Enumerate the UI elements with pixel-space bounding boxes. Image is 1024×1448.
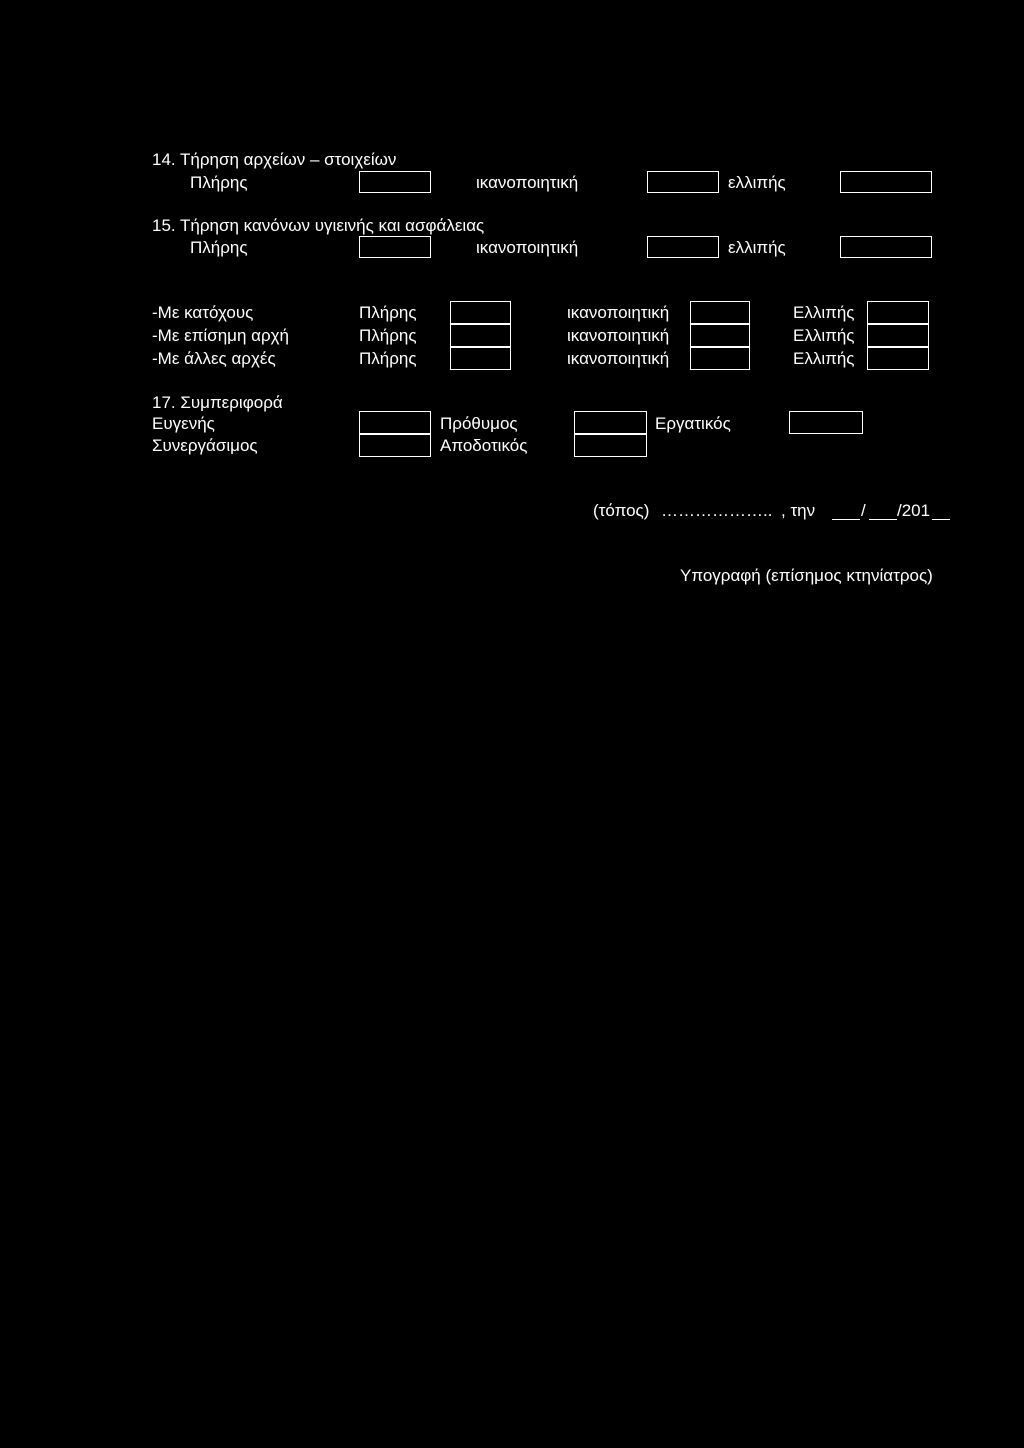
row-official-authority-deficient-label: Ελλιπής (793, 326, 855, 345)
row-other-authorities-deficient-label: Ελλιπής (793, 349, 855, 368)
willing-checkbox[interactable] (574, 411, 647, 434)
date-slash-1: / (861, 501, 866, 520)
row-owners-full-label: Πλήρης (359, 303, 417, 322)
row-other-authorities-label: -Με άλλες αρχές (152, 349, 276, 368)
polite-label: Ευγενής (152, 414, 215, 433)
row-official-authority-deficient-checkbox[interactable] (867, 324, 929, 347)
row-other-authorities-deficient-checkbox[interactable] (867, 347, 929, 370)
signature-label: Υπογραφή (επίσημος κτηνίατρος) (680, 566, 933, 585)
hardworking-label: Εργατικός (655, 414, 731, 433)
section-14-title: 14. Τήρηση αρχείων – στοιχείων (152, 150, 397, 169)
row-official-authority-full-checkbox[interactable] (450, 324, 511, 347)
row-official-authority-full-label: Πλήρης (359, 326, 417, 345)
efficient-checkbox[interactable] (574, 434, 647, 457)
section-14-deficient-label: ελλιπής (728, 173, 786, 192)
cooperative-label: Συνεργάσιμος (152, 436, 258, 455)
section-14-full-label: Πλήρης (190, 173, 248, 192)
day-blank[interactable] (832, 519, 860, 520)
row-other-authorities-satisfactory-label: ικανοποιητική (567, 349, 670, 368)
row-owners-satisfactory-checkbox[interactable] (690, 301, 750, 324)
row-owners-deficient-label: Ελλιπής (793, 303, 855, 322)
date-slash-2: /201 (897, 501, 931, 520)
row-other-authorities-full-checkbox[interactable] (450, 347, 511, 370)
row-official-authority-satisfactory-label: ικανοποιητική (567, 326, 670, 345)
section-15-full-checkbox[interactable] (359, 236, 431, 258)
place-label: (τόπος) (593, 501, 650, 520)
row-owners-label: -Με κατόχους (152, 303, 254, 322)
willing-label: Πρόθυμος (440, 414, 518, 433)
section-14-deficient-checkbox[interactable] (840, 171, 932, 193)
section-14-satisfactory-label: ικανοποιητική (476, 173, 579, 192)
row-official-authority-satisfactory-checkbox[interactable] (690, 324, 750, 347)
efficient-label: Αποδοτικός (440, 436, 528, 455)
section-15-deficient-label: ελλιπής (728, 238, 786, 257)
row-owners-full-checkbox[interactable] (450, 301, 511, 324)
section-15-satisfactory-checkbox[interactable] (647, 236, 719, 258)
row-official-authority-label: -Με επίσημη αρχή (152, 326, 290, 345)
row-owners-deficient-checkbox[interactable] (867, 301, 929, 324)
row-owners-satisfactory-label: ικανοποιητική (567, 303, 670, 322)
section-15-satisfactory-label: ικανοποιητική (476, 238, 579, 257)
hardworking-checkbox[interactable] (789, 411, 863, 434)
row-other-authorities-full-label: Πλήρης (359, 349, 417, 368)
section-15-title: 15. Τήρηση κανόνων υγιεινής και ασφάλειας (152, 216, 485, 235)
cooperative-checkbox[interactable] (359, 434, 431, 457)
section-15-full-label: Πλήρης (190, 238, 248, 257)
section-17-title: 17. Συμπεριφορά (152, 393, 283, 412)
section-14-satisfactory-checkbox[interactable] (647, 171, 719, 193)
polite-checkbox[interactable] (359, 411, 431, 434)
row-other-authorities-satisfactory-checkbox[interactable] (690, 347, 750, 370)
month-blank[interactable] (869, 519, 897, 520)
date-prefix: , την (781, 501, 816, 520)
section-14-full-checkbox[interactable] (359, 171, 431, 193)
section-15-deficient-checkbox[interactable] (840, 236, 932, 258)
year-blank[interactable] (932, 519, 950, 520)
place-dots: ……………….. (661, 501, 773, 520)
